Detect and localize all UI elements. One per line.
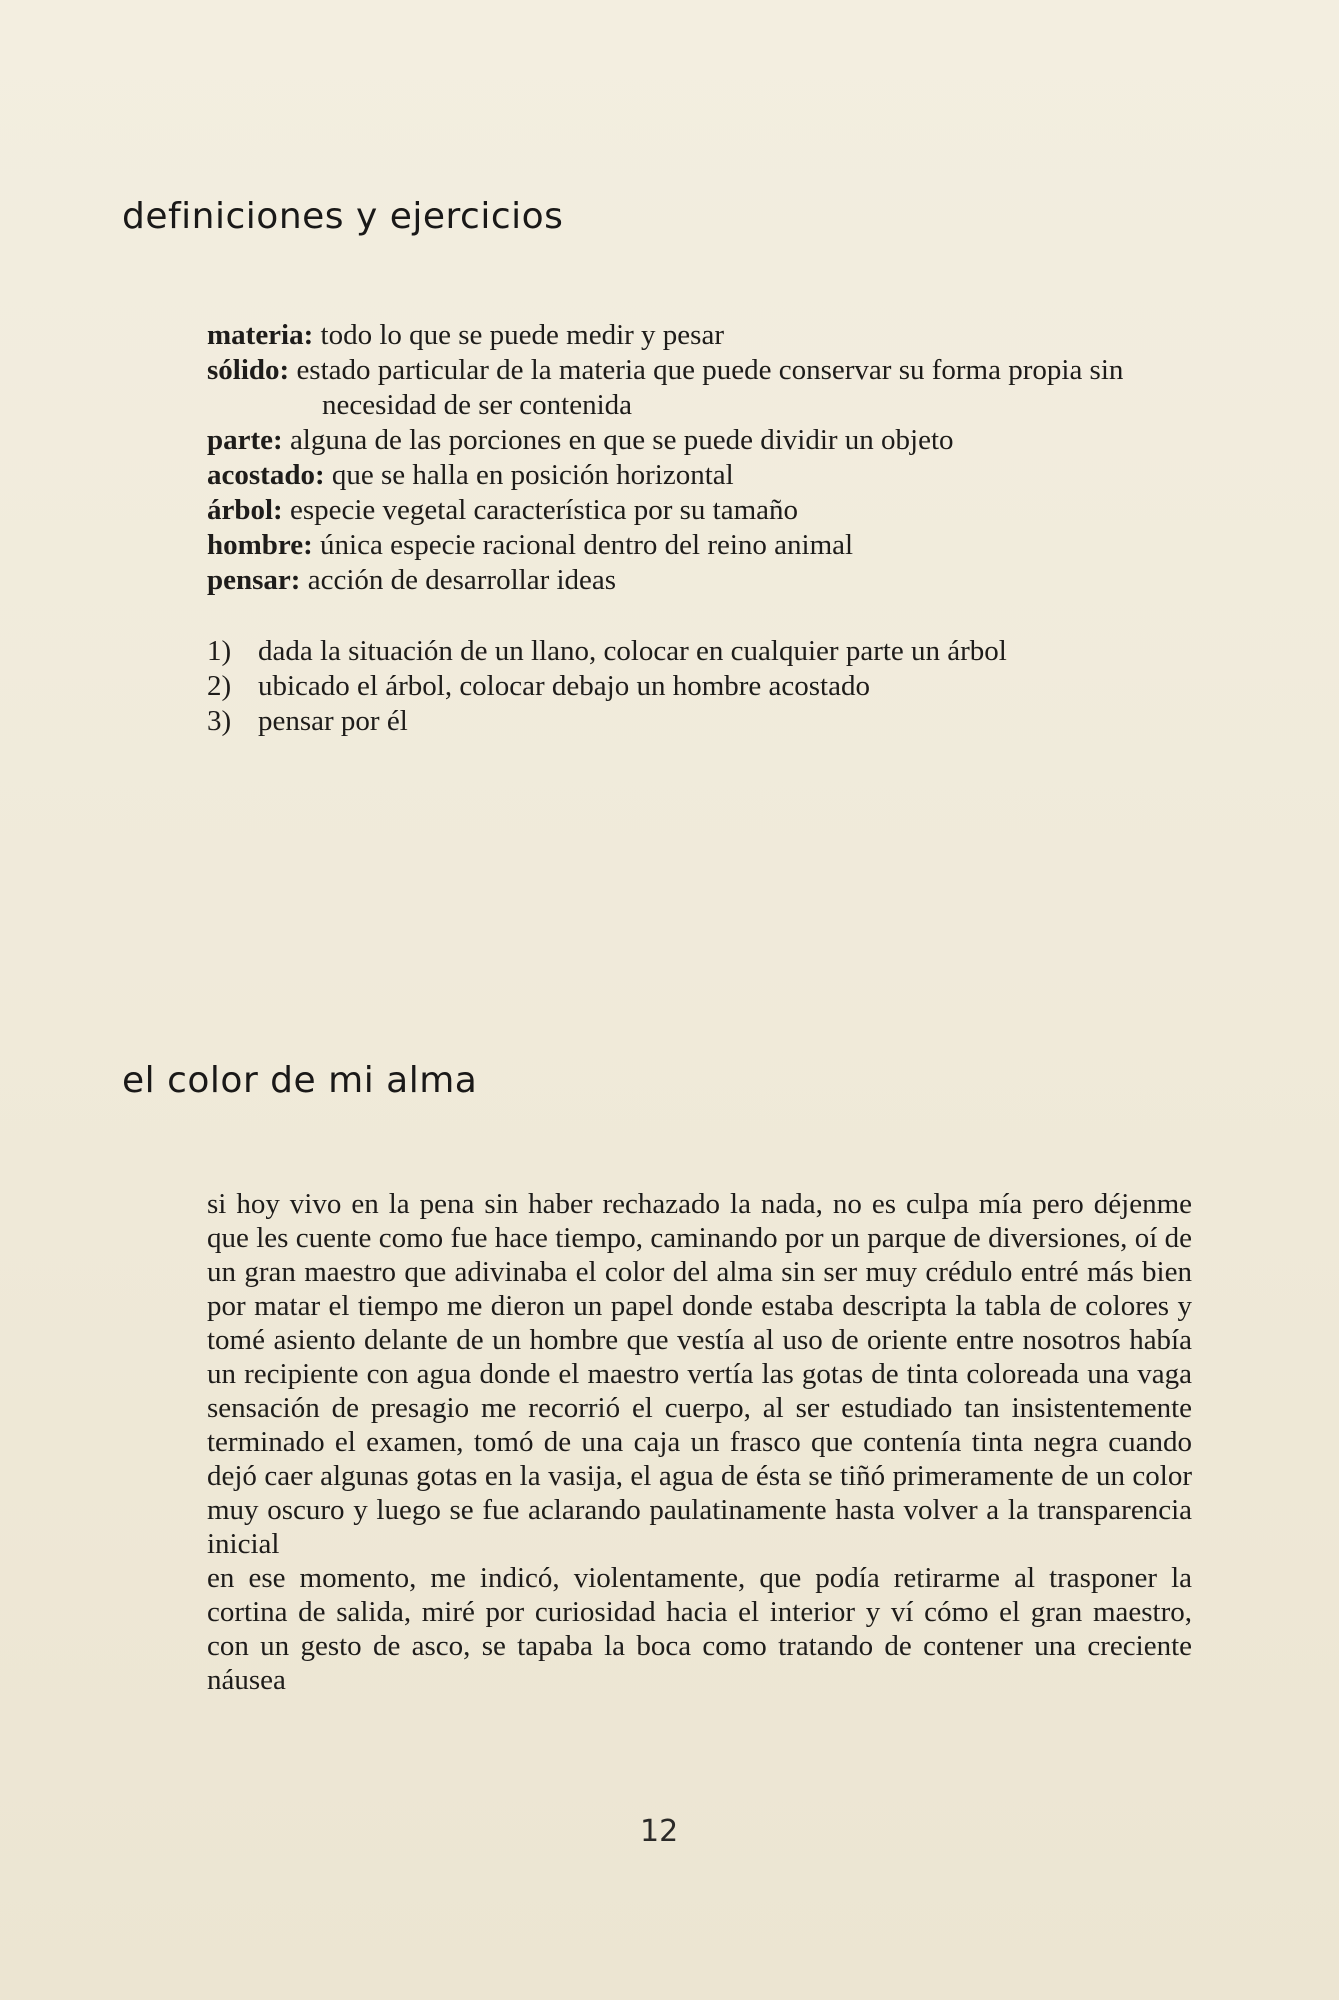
definition-text: única especie racional dentro del reino animal	[320, 529, 854, 561]
definition-item	[207, 528, 1192, 563]
definition-item	[207, 493, 1192, 528]
section-heading-definiciones: definiciones y ejercicios	[122, 196, 564, 237]
definition-term: materia:	[207, 319, 314, 351]
definition-term: árbol:	[207, 494, 283, 526]
definitions-list	[207, 318, 1192, 598]
exercise-text: dada la situación de un llano, colocar en cualquier parte un árbol	[258, 635, 1007, 667]
story-paragraph: en ese momento, me indicó, violentamente, que podía retirarme al trasponer la cortina de salida, miré por curiosidad hacia el interior y ví cómo el gran maestro, con un gesto de asco, se tapaba la boca como tratando de contener una creciente náusea	[207, 1562, 1192, 1696]
exercise-text: pensar por él	[258, 705, 408, 737]
definition-item	[207, 423, 1192, 458]
definition-term: sólido:	[207, 354, 290, 386]
exercise-item	[207, 634, 1192, 669]
definition-term: acostado:	[207, 459, 325, 491]
definition-item	[207, 458, 1192, 493]
definition-term: hombre:	[207, 529, 313, 561]
definition-item	[207, 563, 1192, 598]
exercises-list	[207, 634, 1192, 739]
definition-term: pensar:	[207, 564, 301, 596]
definition-text: todo lo que se puede medir y pesar	[320, 319, 724, 351]
definition-text: estado particular de la materia que puede conservar su forma propia sin necesidad de ser contenida	[296, 354, 1124, 421]
exercise-item	[207, 669, 1192, 704]
section-heading-color-alma: el color de mi alma	[122, 1060, 478, 1101]
exercise-number: 3)	[207, 705, 232, 737]
exercise-number: 1)	[207, 635, 232, 667]
definition-item	[207, 318, 1192, 353]
exercise-text: ubicado el árbol, colocar debajo un hombre acostado	[258, 670, 870, 702]
definition-term: parte:	[207, 424, 283, 456]
definition-text: que se halla en posición horizontal	[331, 459, 734, 491]
definition-text: alguna de las porciones en que se puede dividir un objeto	[289, 424, 954, 456]
definition-item	[207, 353, 1192, 423]
page-number: 12	[640, 1814, 679, 1849]
exercise-item	[207, 704, 1192, 739]
exercise-number: 2)	[207, 670, 232, 702]
definition-text: acción de desarrollar ideas	[307, 564, 617, 596]
definition-text: especie vegetal característica por su tamaño	[289, 494, 799, 526]
story-paragraph: si hoy vivo en la pena sin haber rechazado la nada, no es culpa mía pero déjenme que les cuente como fue hace tiempo, caminando por un parque de diversiones, oí de un gran maestro que adivinaba el color del alma sin ser muy crédulo entré más bien por matar el tiempo me dieron un papel donde estaba descripta la tabla de colores y tomé asiento delante de un hombre que vestía al uso de oriente entre nosotros había un recipiente con agua donde el maestro vertía las gotas de tinta coloreada una vaga sensación de presagio me recorrió el cuerpo, al ser estudiado tan insistentemente terminado el examen, tomó de una caja un frasco que contenía tinta negra cuando dejó caer algunas gotas en la vasija, el agua de ésta se tiñó primeramente de un color muy oscuro y luego se fue aclarando paulatinamente hasta volver a la transparencia inicial	[207, 1188, 1192, 1560]
story-text	[207, 1187, 1192, 1697]
